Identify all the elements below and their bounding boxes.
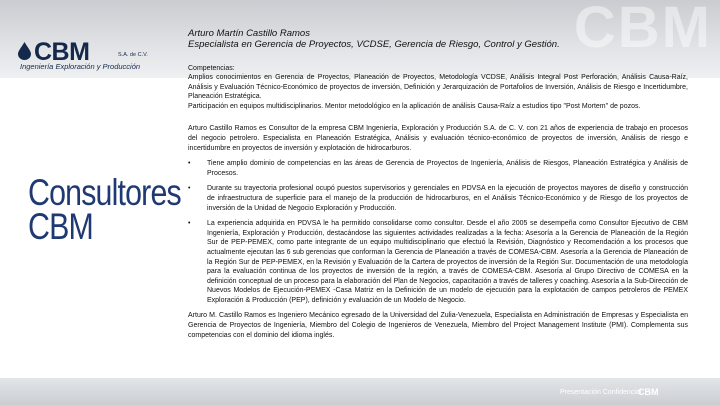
side-title (28, 172, 181, 247)
footer-logo: CBM (638, 387, 659, 397)
logo-tagline: Ingeniería Exploración y Producción (20, 62, 141, 71)
bullet-icon: • (188, 220, 191, 228)
closing-paragraph: Arturo M. Castillo Ramos es Ingeniero Mecánico egresado de la Universidad del Zulia-Venezuela, Especialista en Administración de Empresas y Especialista en Gerencia de Proyectos de Ingeniería, Miembro del Colegio de Ingenieros de Venezuela, Miembro del Project Management Institute (PMI). Complementa sus competencias con el dominio del idioma inglés. (188, 312, 688, 339)
intro-paragraph: Arturo Castillo Ramos es Consultor de la empresa CBM Ingeniería, Exploración y Producción S.A. de C. V. con 21 años de experiencia de trabajo en procesos del negocio petrolero. Especialista en Planeación Estratégica, Análisis y evaluación técnico-económico de proyectos de inversión, Análisis de riesgo e incertidumbre en proyectos de inversión y explotación de hidrocarburos. (188, 125, 688, 152)
footer-text: Presentación Confidencial (560, 389, 642, 396)
list-item-text: La experiencia adquirida en PDVSA le ha permitido consolidarse como consultor. Desde el año 2005 se desempeña como Consultor Ejecutivo de CBM Ingeniería, Exploración y Producción, destacándose las siguientes actividades realizadas a la fecha: Asesoría a la Gerencia de Planeación de la Región Sur de PEP-PEMEX, como parte integrante de un equipo multidisciplinario que efectuó la Revisión, Diagnóstico y Recomendación a los procesos que actualmente ejecutan las 6 sub gerencias que conforman la Gerencia de Planeación a través de COMESA-CBM. Asesoría a la Gerencia de Planeación de la Región Sur de PEP-PEMEX, en la Revisión y Evaluación de la Cartera de proyectos de inversión de la Región Sur. Documentación de una metodología para la evaluación continua de los proyectos de inversión de la región, a través de COMESA-CBM. Asesoría al Grupo Directivo de COMESA en la definición conceptual de un proceso para la elaboración del Plan de Negocios, capacitación a través de talleres y coaching. Asesoría a la Sub-Dirección de Nuevos Modelos de Ejecución-PEMEX -Casa Matriz en la Definición de un modelo de ejecución para la explotación de campos petroleros de PEMEX Exploración & Producción (PEP), definición y evaluación de un Modelo de Negocio. (207, 220, 688, 304)
profile-content (188, 28, 688, 340)
logo-text: CBM (34, 38, 90, 66)
list-item (188, 219, 688, 305)
side-title-line1: Consultores (28, 172, 181, 213)
company-logo (18, 38, 168, 72)
list-item-text: Tiene amplio dominio de competencias en las áreas de Gerencia de Proyectos de Ingeniería, Análisis de Riesgos, Planeación Estratégica y Análisis de Procesos. (207, 160, 688, 177)
list-item (188, 184, 688, 213)
competencias-text-2: Participación en equipos multidisciplinarios. Mentor metodológico en la aplicación de análisis Causa-Raíz a estudios tipo "Post Mortem" de pozos. (188, 102, 641, 110)
profile-name: Arturo Martín Castillo Ramos (188, 28, 310, 39)
list-item (188, 159, 688, 178)
list-item-text: Durante su trayectoria profesional ocupó puestos supervisorios y gerenciales en PDVSA en la ejecución de proyectos mayores de diseño y construcción de infraestructura de superficie para el manejo de la producción de hidrocarburos, en el Análisis Técnico-Económico y de Riesgo de los proyectos de inversión de la Unidad de Negocio Exploración y Producción. (207, 185, 688, 212)
experience-list (188, 159, 688, 305)
bullet-icon: • (188, 185, 191, 193)
header-watermark: CBM (573, 0, 712, 60)
competencias-text: Amplios conocimientos en Gerencia de Proyectos, Planeación de Proyectos, Metodología VCDSE, Análisis Integral Post Perforación, Análisis Causa-Raíz, Análisis y Evaluación Técnico-Económico de proyectos de inversión, Definición y Jerarquización de Portafolios de Inversión, Análisis de Riesgo e Incertidumbre, Planeación Estratégica. (188, 74, 688, 101)
drop-icon (18, 42, 31, 60)
logo-suffix: S.A. de C.V. (118, 52, 148, 58)
profile-role: Especialista en Gerencia de Proyectos, VCDSE, Gerencia de Riesgo, Control y Gestión. (188, 39, 560, 50)
bullet-icon: • (188, 160, 191, 168)
competencias-title: Competencias: (188, 65, 235, 72)
side-title-line2: CBM (28, 206, 93, 247)
